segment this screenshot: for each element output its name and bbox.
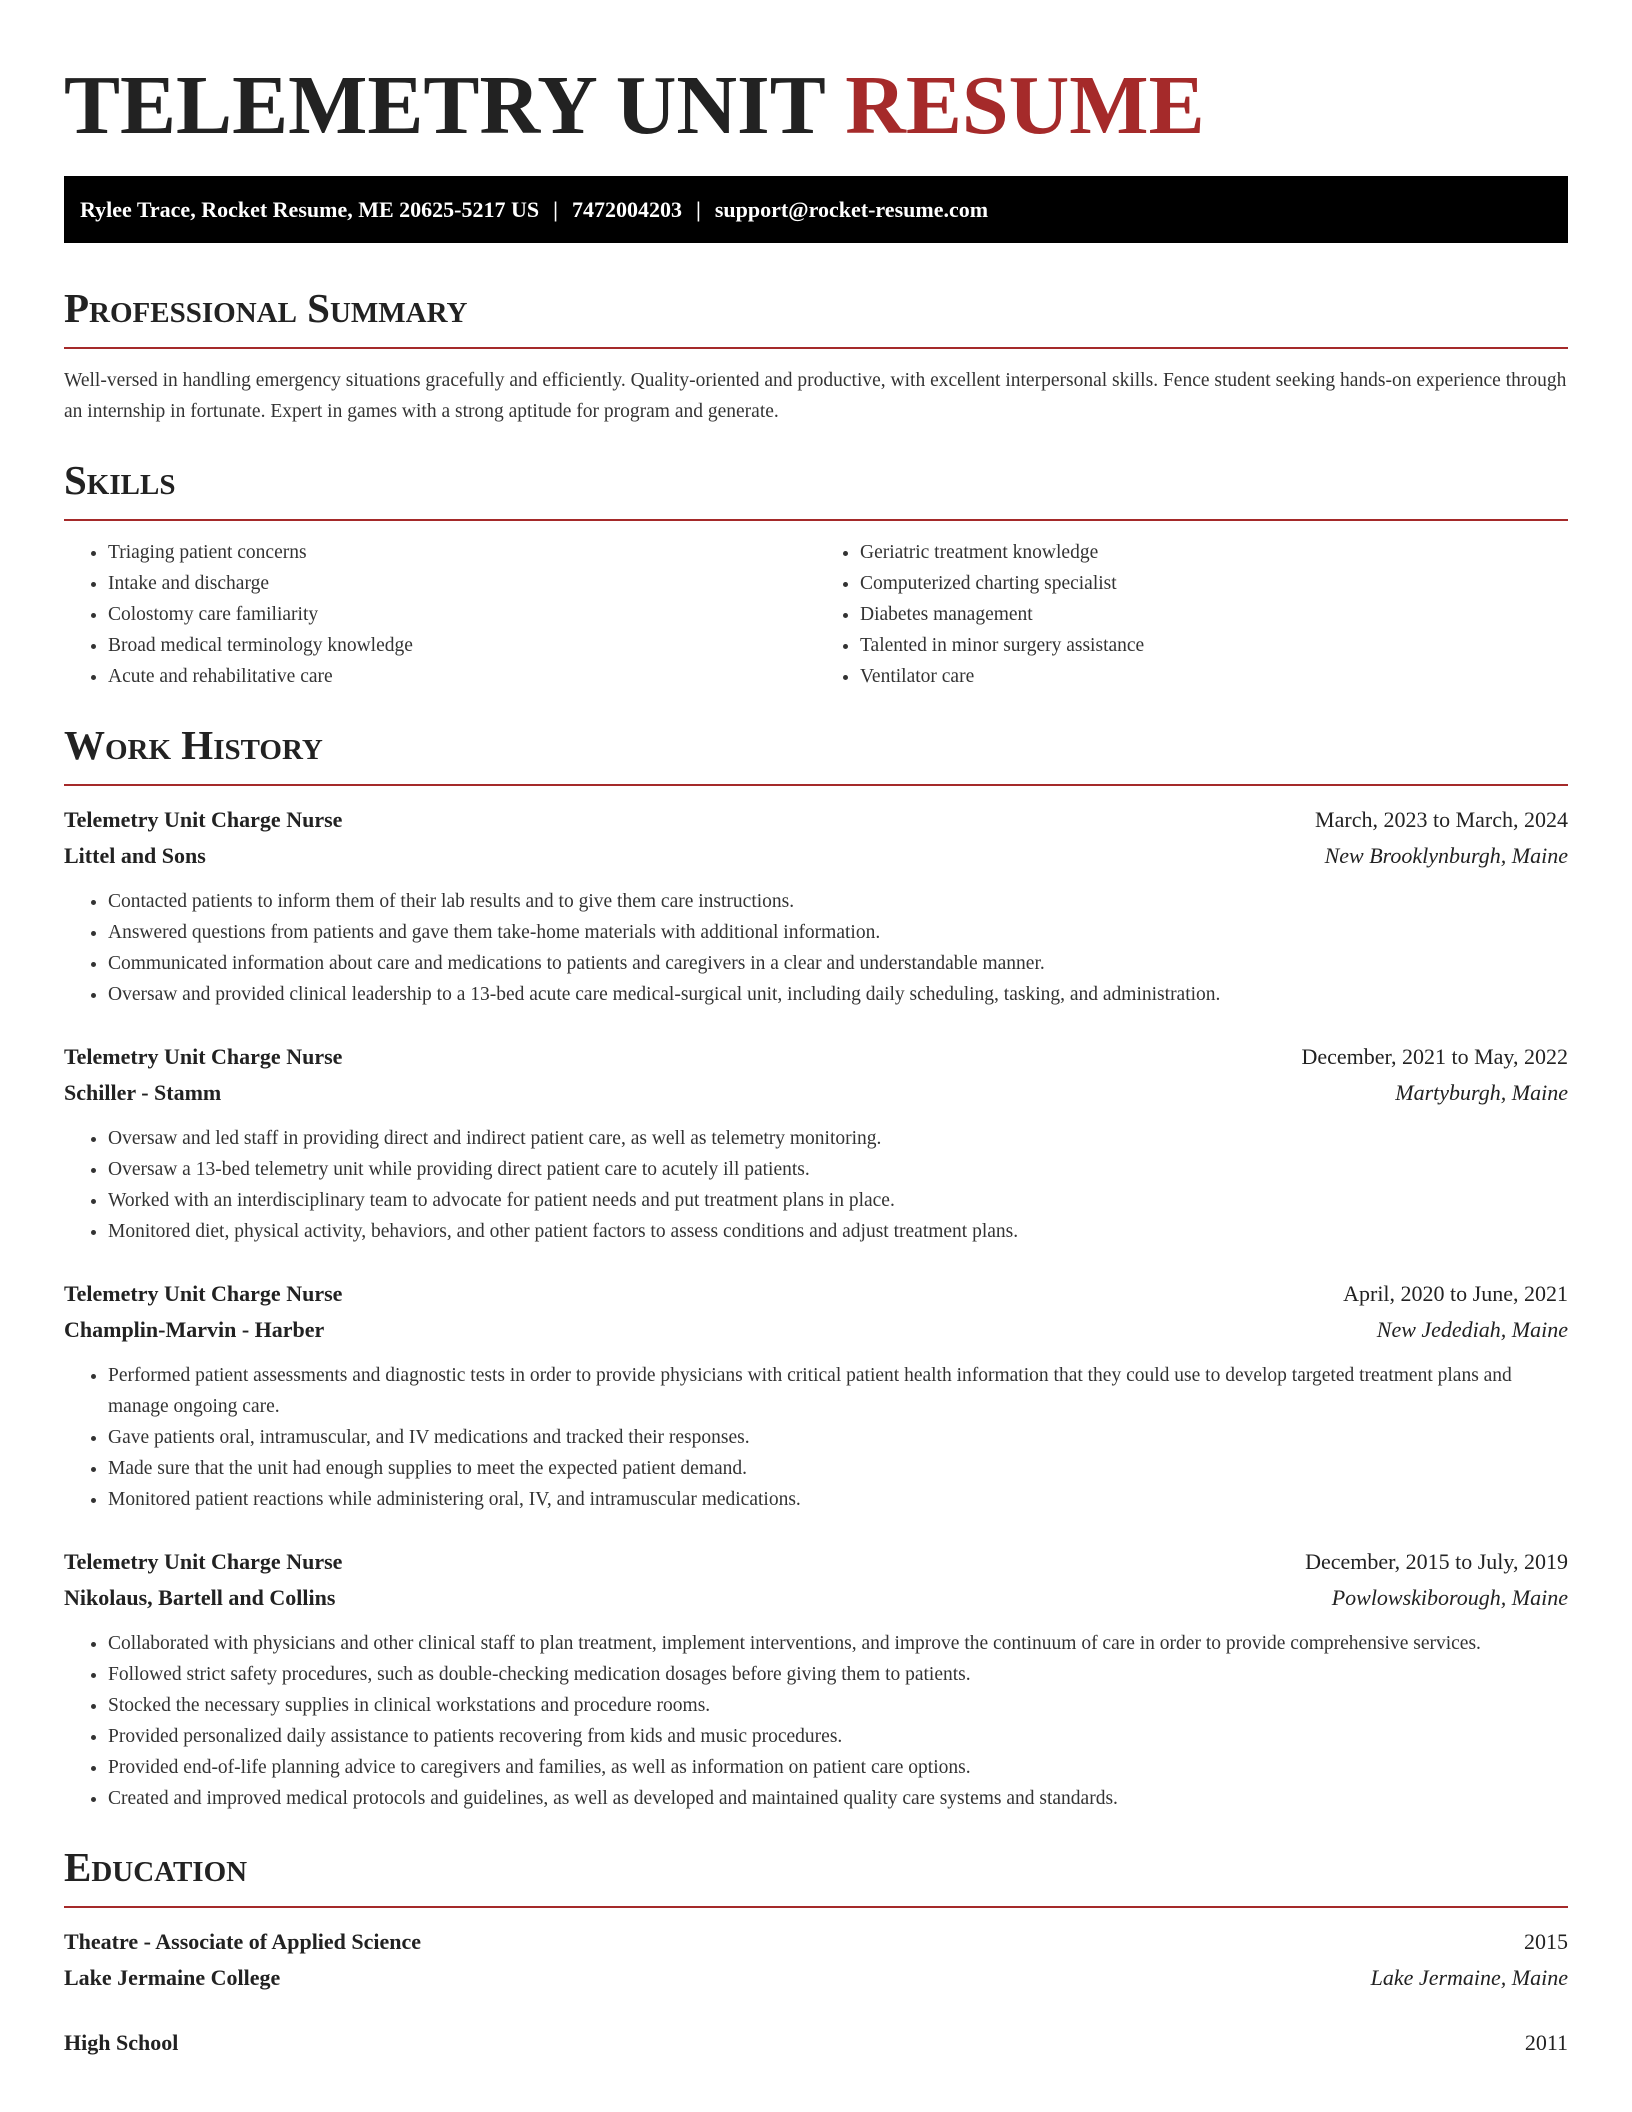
job-title: Telemetry Unit Charge Nurse xyxy=(64,1549,343,1574)
job-employer-row xyxy=(64,1312,1568,1348)
summary-section xyxy=(64,285,1568,427)
job-bullet: • Collaborated with physicians and other clinical staff to plan treatment, implement interventions, and improve the continuum of care in order to provide comprehensive services. xyxy=(108,1628,1568,1659)
job-bullets xyxy=(64,1123,1568,1247)
skill-item: • Broad medical terminology knowledge xyxy=(108,630,816,661)
job-bullet: • Monitored diet, physical activity, behaviors, and other patient factors to assess conditions and adjust treatment plans. xyxy=(108,1216,1568,1247)
education-entry xyxy=(64,2025,1568,2061)
job-bullet: • Provided end-of-life planning advice to caregivers and families, as well as information on patient care options. xyxy=(108,1752,1568,1783)
contact-bar xyxy=(64,176,1568,243)
section-heading-summary: Professional Summary xyxy=(64,285,468,331)
job-employer: Nikolaus, Bartell and Collins xyxy=(64,1585,336,1610)
skills-column-left xyxy=(64,537,816,692)
job-header-row xyxy=(64,1039,1568,1075)
skill-item: • Geriatric treatment knowledge xyxy=(860,537,1568,568)
education-section xyxy=(64,1844,1568,2061)
job-dates: December, 2021 to May, 2022 xyxy=(1301,1044,1568,1069)
skill-item: • Diabetes management xyxy=(860,599,1568,630)
job-header-row xyxy=(64,1276,1568,1312)
section-heading-work-history: Work History xyxy=(64,722,323,768)
job-bullet: • Answered questions from patients and gave them take-home materials with additional information. xyxy=(108,917,1568,948)
job-title: Telemetry Unit Charge Nurse xyxy=(64,1281,343,1306)
job-header-row xyxy=(64,802,1568,838)
job-title: Telemetry Unit Charge Nurse xyxy=(64,807,343,832)
job-bullet: • Monitored patient reactions while administering oral, IV, and intramuscular medications. xyxy=(108,1484,1568,1515)
work-history-section xyxy=(64,722,1568,1814)
summary-text: Well-versed in handling emergency situations gracefully and efficiently. Quality-oriented and productive, with excellent interpersonal skills. Fence student seeking hands-on experience through an internship in fortunate. Expert in games with a strong aptitude for program and generate. xyxy=(64,370,1567,422)
job-bullet: • Followed strict safety procedures, such as double-checking medication dosages before giving them to patients. xyxy=(108,1659,1568,1690)
job-bullets xyxy=(64,886,1568,1010)
job-bullet: • Communicated information about care and medications to patients and caregivers in a clear and understandable manner. xyxy=(108,948,1568,979)
skill-item: • Talented in minor surgery assistance xyxy=(860,630,1568,661)
contact-address: Rylee Trace, Rocket Resume, ME 20625-5217 US xyxy=(80,196,540,222)
education-year: 2011 xyxy=(1524,2030,1568,2055)
job-bullet: • Oversaw a 13-bed telemetry unit while providing direct patient care to acutely ill patients. xyxy=(108,1154,1568,1185)
education-degree: High School xyxy=(64,2030,179,2055)
job-employer: Littel and Sons xyxy=(64,843,206,868)
contact-phone: 7472004203 xyxy=(571,196,682,222)
job-bullet: • Stocked the necessary supplies in clinical workstations and procedure rooms. xyxy=(108,1690,1568,1721)
job-bullet: • Oversaw and led staff in providing direct and indirect patient care, as well as telemetry monitoring. xyxy=(108,1123,1568,1154)
skill-item: • Computerized charting specialist xyxy=(860,568,1568,599)
job-title: Telemetry Unit Charge Nurse xyxy=(64,1044,343,1069)
job-dates: April, 2020 to June, 2021 xyxy=(1343,1281,1568,1306)
title-main: TELEMETRY UNIT xyxy=(64,59,825,152)
job-entry xyxy=(64,1276,1568,1515)
job-bullet: • Made sure that the unit had enough supplies to meet the expected patient demand. xyxy=(108,1453,1568,1484)
job-bullet: • Provided personalized daily assistance to patients recovering from kids and music procedures. xyxy=(108,1721,1568,1752)
job-employer: Schiller - Stamm xyxy=(64,1080,222,1105)
job-dates: March, 2023 to March, 2024 xyxy=(1315,807,1568,832)
job-dates: December, 2015 to July, 2019 xyxy=(1305,1549,1568,1574)
job-bullets xyxy=(64,1360,1568,1515)
education-year: 2015 xyxy=(1524,1929,1568,1954)
job-location: New Jedediah, Maine xyxy=(1376,1317,1568,1342)
section-divider xyxy=(64,519,1568,521)
job-bullets xyxy=(64,1628,1568,1814)
job-location: Martyburgh, Maine xyxy=(1395,1080,1568,1105)
skill-item: • Ventilator care xyxy=(860,661,1568,692)
resume-page xyxy=(64,0,1568,2061)
education-entry xyxy=(64,1924,1568,1996)
job-location: New Brooklynburgh, Maine xyxy=(1324,843,1568,868)
education-degree: Theatre - Associate of Applied Science xyxy=(64,1929,422,1954)
job-bullet: • Gave patients oral, intramuscular, and IV medications and tracked their responses. xyxy=(108,1422,1568,1453)
job-bullet: • Worked with an interdisciplinary team to advocate for patient needs and put treatment plans in place. xyxy=(108,1185,1568,1216)
job-bullet: • Performed patient assessments and diagnostic tests in order to provide physicians with critical patient health information that they could use to develop targeted treatment plans and manage ongoing care. xyxy=(108,1360,1568,1422)
contact-separator: | xyxy=(695,196,701,222)
job-entry xyxy=(64,1039,1568,1247)
resume-title xyxy=(64,56,1568,156)
job-bullet: • Created and improved medical protocols and guidelines, as well as developed and maintained quality care systems and standards. xyxy=(108,1783,1568,1814)
job-employer: Champlin-Marvin - Harber xyxy=(64,1317,325,1342)
skill-item: • Acute and rehabilitative care xyxy=(108,661,816,692)
skills-list xyxy=(64,537,1568,692)
job-header-row xyxy=(64,1544,1568,1580)
section-divider xyxy=(64,784,1568,786)
skills-column-right xyxy=(816,537,1568,692)
education-school: Lake Jermaine College xyxy=(64,1965,281,1990)
skill-item: • Intake and discharge xyxy=(108,568,816,599)
education-location: Lake Jermaine, Maine xyxy=(1370,1965,1568,1990)
skill-item: • Triaging patient concerns xyxy=(108,537,816,568)
section-heading-skills: Skills xyxy=(64,457,176,503)
job-location: Powlowskiborough, Maine xyxy=(1331,1585,1568,1610)
section-heading-education: Education xyxy=(64,1844,248,1890)
skills-section xyxy=(64,457,1568,692)
job-employer-row xyxy=(64,838,1568,874)
title-accent: RESUME xyxy=(845,59,1205,152)
job-bullet: • Oversaw and provided clinical leadership to a 13-bed acute care medical-surgical unit, including daily scheduling, tasking, and administration. xyxy=(108,979,1568,1010)
contact-separator: | xyxy=(553,196,558,222)
job-entry xyxy=(64,1544,1568,1814)
job-entry xyxy=(64,802,1568,1010)
job-employer-row xyxy=(64,1075,1568,1111)
job-employer-row xyxy=(64,1580,1568,1616)
section-divider xyxy=(64,1906,1568,1908)
section-divider xyxy=(64,347,1568,349)
education-school-row xyxy=(64,1960,1568,1996)
education-degree-row xyxy=(64,1924,1568,1960)
education-degree-row xyxy=(64,2025,1568,2061)
contact-email: support@rocket-resume.com xyxy=(714,196,989,222)
skill-item: • Colostomy care familiarity xyxy=(108,599,816,630)
job-bullet: • Contacted patients to inform them of their lab results and to give them care instructions. xyxy=(108,886,1568,917)
